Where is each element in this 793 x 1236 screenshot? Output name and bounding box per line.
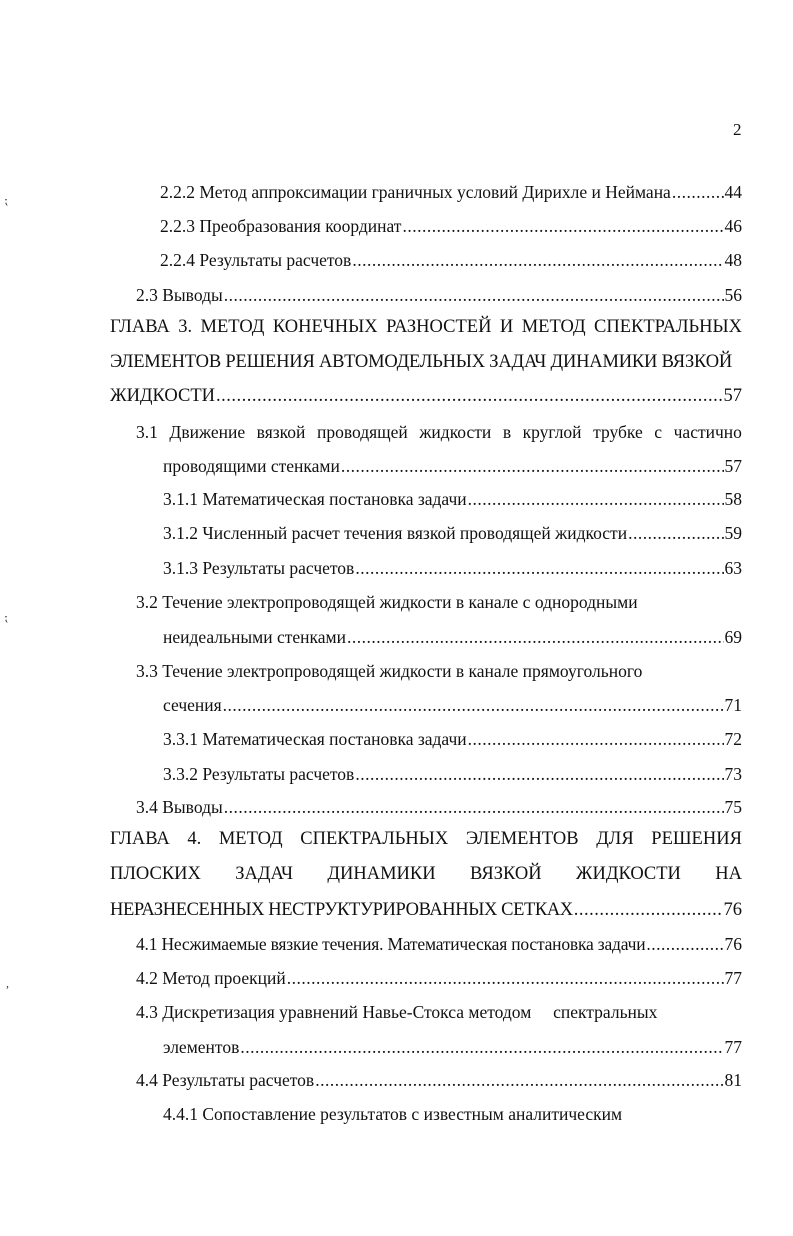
entry-page: 57: [724, 456, 742, 476]
heading-word: МЕТОД: [521, 317, 586, 337]
entry-label: 2.2.4 Результаты расчетов: [160, 250, 352, 270]
entry-page: 46: [724, 216, 742, 236]
toc-entry-3-3-2[interactable]: [163, 762, 742, 786]
heading-word: ПЛОСКИХ: [110, 864, 201, 884]
heading-word: ГЛАВА: [110, 317, 170, 337]
entry-word: жидкости: [419, 422, 492, 442]
toc-entry-2-2-3[interactable]: [160, 214, 742, 238]
toc-entry-4-4[interactable]: [136, 1068, 742, 1092]
dot-leader: [468, 487, 724, 511]
entry-label: 3.1.2 Численный расчет течения вязкой проводящей жидкости: [163, 523, 628, 543]
entry-word: в: [502, 422, 512, 442]
dot-leader: [468, 727, 724, 751]
heading-word: КОНЕЧНЫХ: [272, 317, 378, 337]
entry-label: 4.4 Результаты расчетов: [136, 1070, 315, 1090]
chapter-3-heading-line-3[interactable]: [110, 384, 742, 408]
heading-word: ЭЛЕМЕНТОВ: [465, 829, 579, 849]
dot-leader: [240, 1035, 723, 1059]
toc-entry-3-4[interactable]: [136, 795, 742, 819]
entry-label: 2.2.3 Преобразования координат: [160, 216, 402, 236]
heading-word: 3.: [178, 317, 193, 337]
chapter-4-heading-line-2: [110, 862, 742, 886]
toc-entry-3-1-2[interactable]: [163, 521, 742, 545]
dot-leader: [402, 214, 723, 238]
entry-word: проводящей: [316, 422, 408, 442]
margin-mark: ⁏: [4, 610, 9, 624]
margin-mark: ⁏: [4, 193, 9, 207]
chapter-3-heading-line-1[interactable]: [110, 315, 742, 339]
entry-label: ЖИДКОСТИ: [110, 386, 216, 406]
toc-entry-3-1-line-1[interactable]: [136, 420, 742, 444]
chapter-4-heading-line-1[interactable]: [110, 827, 742, 851]
dot-leader: [224, 283, 724, 307]
entry-word: частично: [673, 422, 742, 442]
dot-leader: [347, 625, 724, 649]
toc-entry-3-3-1[interactable]: [163, 727, 742, 751]
entry-label: 4.1 Несжимаемые вязкие течения. Математическая постановка задачи: [136, 934, 646, 954]
heading-word: СПЕКТРАЛЬНЫХ: [300, 829, 449, 849]
toc-entry-3-1-1[interactable]: [163, 487, 742, 511]
margin-mark: ,: [6, 976, 9, 990]
chapter-3-heading-line-2: ЭЛЕМЕНТОВ РЕШЕНИЯ АВТОМОДЕЛЬНЫХ ЗАДАЧ ДИНАМИКИ ВЯЗКОЙ: [110, 352, 733, 372]
toc-entry-3-3-line-1[interactable]: 3.3 Течение электропроводящей жидкости в канале прямоугольного: [136, 661, 643, 681]
entry-page: 58: [724, 489, 742, 509]
entry-page: 76: [724, 934, 742, 954]
entry-label: 4.2 Метод проекций: [136, 968, 286, 988]
toc-entry-2-3[interactable]: [136, 283, 742, 307]
entry-page: 76: [723, 900, 742, 920]
entry-label: 2.3 Выводы: [136, 285, 223, 305]
toc-entry-2-2-2[interactable]: [160, 180, 742, 204]
dot-leader: [355, 556, 723, 580]
entry-label: проводящими стенками: [163, 456, 340, 476]
toc-entry-3-1-line-2[interactable]: [163, 454, 742, 478]
heading-word: ВЯЗКОЙ: [469, 864, 542, 884]
heading-word: НА: [715, 864, 742, 884]
entry-label: 3.3.2 Результаты расчетов: [163, 764, 355, 784]
entry-word: вязкой: [256, 422, 306, 442]
toc-entry-4-3-line-2[interactable]: [163, 1035, 742, 1059]
entry-page: 75: [724, 797, 742, 817]
heading-word: И: [499, 317, 514, 337]
dot-leader: [646, 932, 723, 956]
entry-label: НЕРАЗНЕСЕННЫХ НЕСТРУКТУРИРОВАННЫХ СЕТКАХ: [110, 900, 573, 920]
heading-word: 4.: [187, 829, 202, 849]
page-number: 2: [733, 120, 742, 139]
entry-label: 3.4 Выводы: [136, 797, 223, 817]
heading-word: МЕТОД: [218, 829, 283, 849]
heading-word: ГЛАВА: [110, 829, 170, 849]
dot-leader: [216, 384, 722, 408]
dot-leader: [352, 248, 723, 272]
heading-word: РЕШЕНИЯ: [651, 829, 742, 849]
entry-page: 48: [724, 250, 742, 270]
toc-entry-3-2-line-1[interactable]: 3.2 Течение электропроводящей жидкости в канале с однородными: [136, 592, 638, 612]
toc-entry-4-1[interactable]: [136, 932, 742, 956]
heading-word: РАЗНОСТЕЙ: [386, 317, 492, 337]
entry-page: 71: [724, 695, 742, 715]
dot-leader: [224, 795, 724, 819]
entry-word: 3.1: [136, 422, 158, 442]
toc-entry-3-2-line-2[interactable]: [163, 625, 742, 649]
entry-label: 3.1.1 Математическая постановка задачи: [163, 489, 467, 509]
heading-word: ДЛЯ: [596, 829, 634, 849]
toc-entry-4-3-line-1[interactable]: 4.3 Дискретизация уравнений Навье-Стокса методом спектральных: [136, 1002, 658, 1022]
toc-entry-4-4-1-line-1[interactable]: 4.4.1 Сопоставление результатов с известным аналитическим: [163, 1104, 623, 1124]
entry-page: 77: [724, 1037, 742, 1057]
entry-page: 73: [724, 764, 742, 784]
entry-word: круглой: [522, 422, 582, 442]
entry-page: 77: [724, 968, 742, 988]
dot-leader: [355, 762, 723, 786]
dot-leader: [287, 966, 724, 990]
dot-leader: [223, 693, 724, 717]
dot-leader: [628, 521, 723, 545]
dot-leader: [315, 1068, 723, 1092]
entry-page: 63: [724, 558, 742, 578]
entry-word: Движение: [169, 422, 246, 442]
toc-entry-3-3-line-2[interactable]: [163, 693, 742, 717]
entry-word: с: [654, 422, 663, 442]
toc-entry-2-2-4[interactable]: [160, 248, 742, 272]
entry-page: 57: [723, 386, 742, 406]
entry-page: 81: [724, 1070, 742, 1090]
entry-label: 3.1.3 Результаты расчетов: [163, 558, 355, 578]
entry-page: 56: [724, 285, 742, 305]
dot-leader: [672, 180, 724, 204]
entry-word: трубке: [593, 422, 643, 442]
entry-label: 3.3.1 Математическая постановка задачи: [163, 729, 467, 749]
entry-label: элементов: [163, 1037, 240, 1057]
heading-word: ДИНАМИКИ: [327, 864, 436, 884]
heading-word: ЗАДАЧ: [235, 864, 294, 884]
heading-word: ЖИДКОСТИ: [575, 864, 681, 884]
heading-word: СПЕКТРАЛЬНЫХ: [594, 317, 742, 337]
toc-entry-4-2[interactable]: [136, 966, 742, 990]
entry-page: 69: [724, 627, 742, 647]
entry-label: 2.2.2 Метод аппроксимации граничных условий Дирихле и Неймана: [160, 182, 671, 202]
chapter-4-heading-line-3[interactable]: [110, 898, 742, 922]
toc-entry-3-1-3[interactable]: [163, 556, 742, 580]
entry-page: 59: [724, 523, 742, 543]
dot-leader: [341, 454, 724, 478]
entry-label: неидеальными стенками: [163, 627, 346, 647]
entry-page: 72: [724, 729, 742, 749]
entry-page: 44: [724, 182, 742, 202]
heading-word: МЕТОД: [200, 317, 265, 337]
dot-leader: [574, 898, 723, 922]
entry-label: сечения: [163, 695, 222, 715]
